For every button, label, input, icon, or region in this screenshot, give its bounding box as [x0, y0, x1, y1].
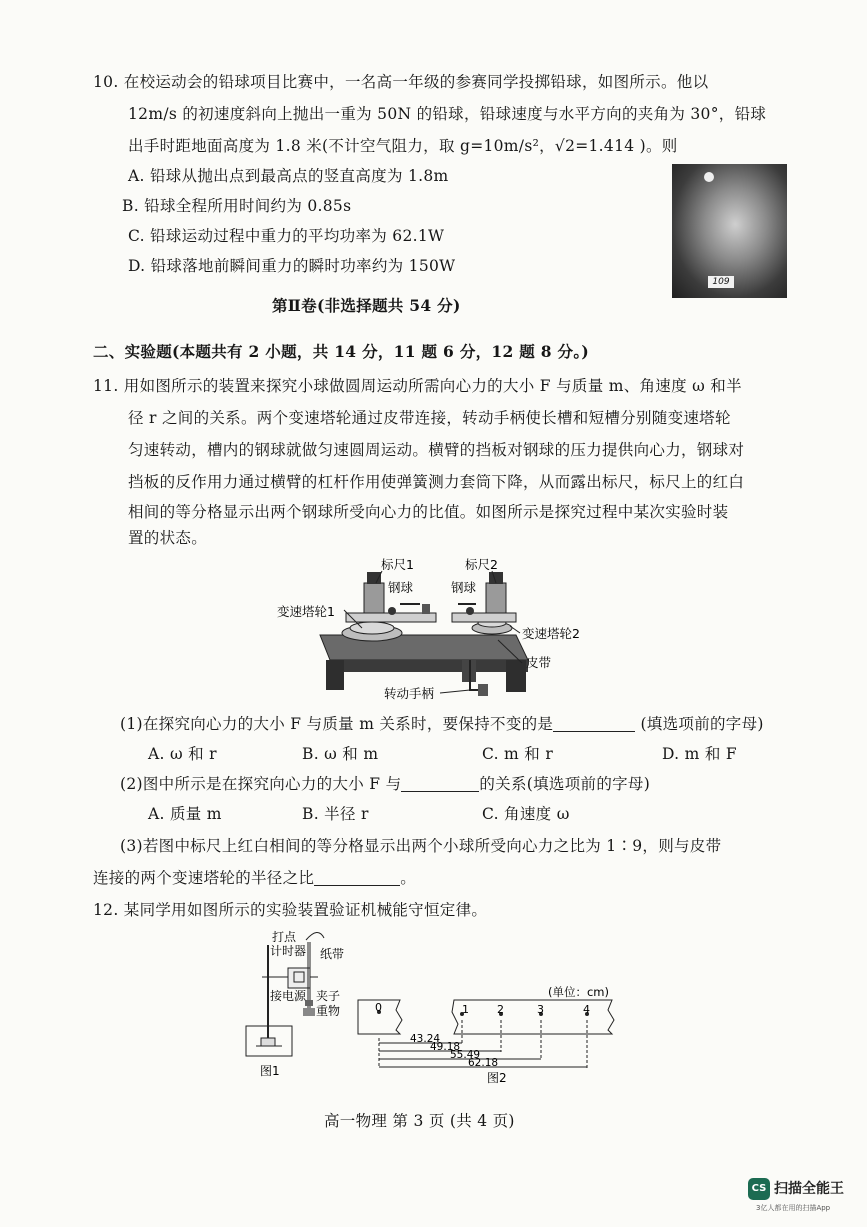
label-pulley-1: 变速塔轮1 — [277, 604, 335, 619]
label-unit: (单位：cm) — [548, 985, 609, 999]
part2-title: 第Ⅱ卷(非选择题共 54 分) — [272, 296, 461, 315]
label-clip: 夹子 — [316, 989, 341, 1003]
q11-part1-hint: (填选项前的字母) — [640, 715, 764, 733]
q10-option-b: B. 铅球全程所用时间约为 0.85s — [122, 197, 352, 215]
q11-part3-period: 。 — [400, 869, 417, 887]
q11-p1-option-c: C. m 和 r — [482, 745, 554, 763]
label-timer-1: 打点 — [272, 930, 297, 944]
q11-p2-option-a: A. 质量 m — [148, 805, 222, 823]
q10-line-1: 10. 在校运动会的铅球项目比赛中，一名高一年级的参赛同学投掷铅球，如图所示。他以 — [93, 73, 709, 91]
q10-line-3: 出手时距地面高度为 1.8 米(不计空气阻力，取 g=10m/s²，√2=1.414 )。则 — [128, 137, 678, 155]
q10-line-2: 12m/s 的初速度斜向上抛出一重为 50N 的铅球，铅球速度与水平方向的夹角为 30°，铅球 — [128, 105, 767, 123]
label-power: 接电源 — [270, 989, 307, 1003]
q11-line-1: 11. 用如图所示的装置来探究小球做圆周运动所需向心力的大小 F 与质量 m、角速度 ω 和半 — [93, 377, 742, 395]
label-ball-1: 钢球 — [388, 580, 414, 595]
q10-option-d: D. 铅球落地前瞬间重力的瞬时功率约为 150W — [128, 257, 456, 275]
q12-line-1: 12. 某同学用如图所示的实验装置验证机械能守恒定律。 — [93, 901, 488, 919]
q11-part2-hint: 的关系(填选项前的字母) — [479, 775, 651, 793]
q11-p1-option-d: D. m 和 F — [662, 745, 737, 763]
fig1-caption: 图1 — [260, 1064, 280, 1078]
tape-point-2: 2 — [497, 1003, 504, 1016]
q11-line-4: 挡板的反作用力通过横臂的杠杆作用使弹簧测力套筒下降，从而露出标尺，标尺上的红白 — [128, 473, 745, 491]
label-handle: 转动手柄 — [384, 686, 435, 701]
q11-part3-text: 连接的两个变速塔轮的半径之比 — [93, 869, 315, 887]
q11-line-6: 置的状态。 — [128, 529, 208, 547]
label-ball-2: 钢球 — [451, 580, 477, 595]
page-footer: 高一物理 第 3 页 (共 4 页) — [324, 1112, 515, 1130]
label-ruler-2: 标尺2 — [465, 557, 498, 572]
scanner-slogan: 3亿人都在用的扫描App — [756, 1204, 831, 1212]
label-pulley-2: 变速塔轮2 — [522, 626, 580, 641]
q11-p2-option-c: C. 角速度 ω — [482, 805, 570, 823]
q11-p1-option-a: A. ω 和 r — [148, 745, 217, 763]
tape-point-4: 4 — [583, 1003, 590, 1016]
label-belt: 皮带 — [526, 655, 552, 670]
q11-part1-text: (1)在探究向心力的大小 F 与质量 m 关系时，要保持不变的是 — [120, 715, 554, 733]
q11-part2-text: (2)图中所示是在探究向心力的大小 F 与 — [120, 775, 402, 793]
label-tape: 纸带 — [320, 947, 345, 961]
q11-line-3: 匀速转动，槽内的钢球就做匀速圆周运动。横臂的挡板对钢球的压力提供向心力，钢球对 — [128, 441, 745, 459]
q11-part3-line1: (3)若图中标尺上红白相间的等分格显示出两个小球所受向心力之比为 1∶9，则与皮带 — [120, 837, 722, 855]
q10-option-a: A. 铅球从抛出点到最高点的竖直高度为 1.8m — [128, 167, 449, 185]
label-weight: 重物 — [316, 1004, 341, 1018]
q11-p1-option-b: B. ω 和 m — [302, 745, 379, 763]
q10-option-c: C. 铅球运动过程中重力的平均功率为 62.1W — [128, 227, 445, 245]
label-timer-2: 计时器 — [270, 944, 307, 958]
q11-p2-option-b: B. 半径 r — [302, 805, 369, 823]
tape-point-1: 1 — [462, 1003, 469, 1016]
fig2-caption: 图2 — [487, 1071, 507, 1085]
tape-dist-2: 49.18 — [430, 1041, 461, 1053]
tape-dist-4: 62.18 — [468, 1057, 499, 1069]
label-ruler-1: 标尺1 — [381, 557, 414, 572]
section2-heading: 二、实验题(本题共有 2 小题，共 14 分，11 题 6 分，12 题 8 分。) — [93, 342, 590, 361]
scanner-brand: 扫描全能王 — [774, 1181, 844, 1197]
athlete-bib: 109 — [708, 276, 734, 288]
tape-point-3: 3 — [537, 1003, 544, 1016]
tape-point-0: 0 — [375, 1001, 382, 1014]
scanner-logo-icon: CS — [748, 1178, 770, 1200]
tape-dist-3: 55.49 — [450, 1049, 481, 1061]
q11-line-5: 相间的等分格显示出两个钢球所受向心力的比值。如图所示是探究过程中某次实验时装 — [128, 503, 729, 521]
tape-dist-1: 43.24 — [410, 1033, 441, 1045]
q11-line-2: 径 r 之间的关系。两个变速塔轮通过皮带连接，转动手柄使长槽和短槽分别随变速塔轮 — [128, 409, 731, 427]
